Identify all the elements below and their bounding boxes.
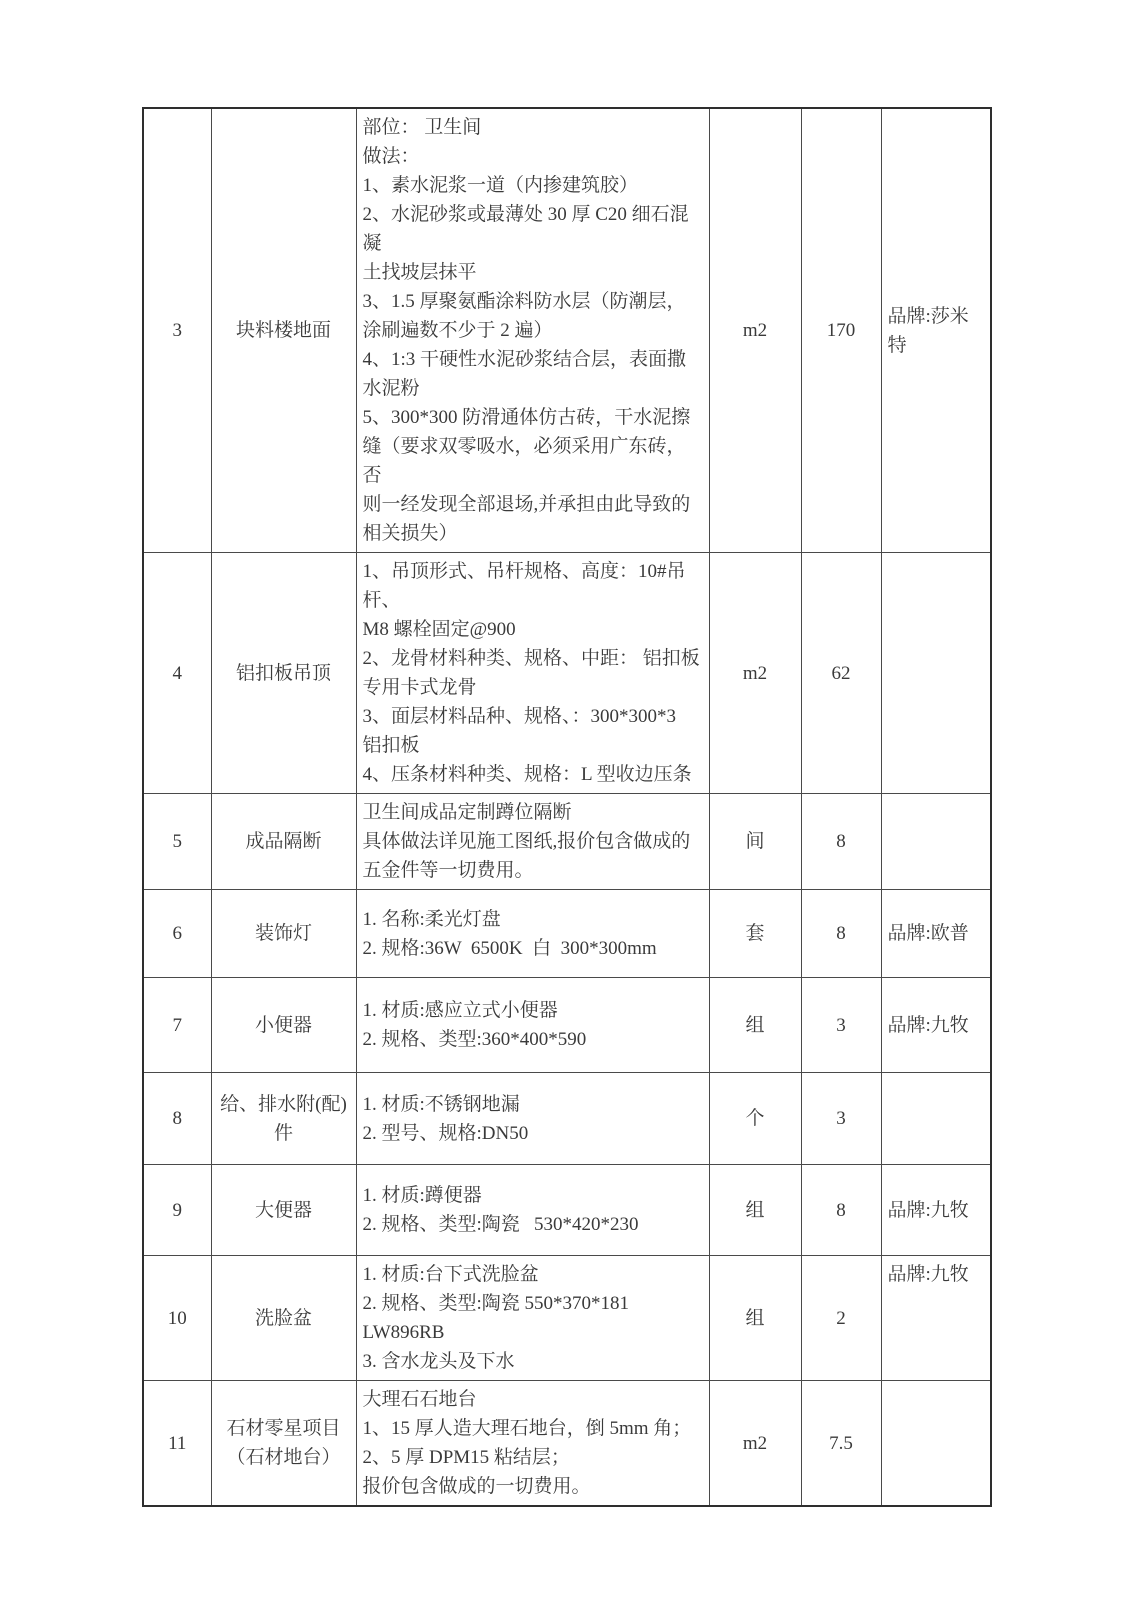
item-name-line: 铝扣板吊顶: [235, 662, 331, 684]
description-line: LW896RB: [362, 1322, 445, 1343]
quantity-cell: 3: [801, 1073, 881, 1165]
quantity-cell: 3: [801, 978, 881, 1073]
description-line: 1. 材质:感应立式小便器: [362, 1000, 558, 1021]
row-serial-cell: 5: [143, 794, 211, 890]
table-row: [143, 108, 991, 553]
table-row: [143, 794, 991, 890]
item-name-line: 块料楼地面: [235, 320, 331, 341]
description-line: 4、压条材料种类、规格：L 型收边压条: [362, 764, 692, 785]
description-line: 2. 型号、规格:DN50: [362, 1122, 529, 1144]
unit-cell: m2: [709, 108, 801, 553]
description-line: 2. 规格、类型:360*400*590: [362, 1029, 587, 1050]
description-line: 5、300*300 防滑通体仿古砖，干水泥擦: [362, 407, 691, 428]
item-name-cell: [211, 1073, 356, 1165]
description-line: 2. 规格、类型:陶瓷 550*370*181: [362, 1293, 630, 1314]
description-line: 1、素水泥浆一道（内掺建筑胶）: [362, 175, 639, 196]
item-name-cell: [211, 1381, 356, 1507]
item-description-cell: [356, 1165, 709, 1256]
row-serial-cell: 9: [143, 1165, 211, 1256]
unit-cell: 组: [709, 1256, 801, 1381]
description-line: 铝扣板: [362, 735, 420, 756]
item-description-cell: [356, 1381, 709, 1507]
item-name-cell: [211, 1256, 356, 1381]
description-line: 做法：: [362, 146, 420, 167]
row-serial-cell: 4: [143, 553, 211, 794]
item-name-cell: [211, 890, 356, 978]
item-name-line: （石材地台）: [226, 1447, 341, 1468]
description-line: 2、5 厚 DPM15 粘结层；: [362, 1447, 570, 1468]
table-row: [143, 553, 991, 794]
description-line: 1、15 厚人造大理石地台，倒 5mm 角；: [362, 1418, 692, 1439]
item-name-line: 大便器: [254, 1199, 312, 1221]
item-name-cell: [211, 1165, 356, 1256]
table-row: [143, 1256, 991, 1381]
brand-cell: 品牌:九牧: [881, 1165, 991, 1256]
quantity-cell: 7.5: [801, 1381, 881, 1507]
description-line: 1、吊顶形式、吊杆规格、高度：10#吊杆、: [362, 561, 686, 611]
table-row: [143, 1073, 991, 1165]
description-line: 专用卡式龙骨: [362, 677, 477, 698]
item-description-cell: [356, 890, 709, 978]
description-line: 4、1:3 干硬性水泥砂浆结合层，表面撒: [362, 349, 687, 370]
description-line: 1. 材质:不锈钢地漏: [362, 1093, 520, 1115]
description-line: 土找坡层抹平: [362, 262, 477, 283]
brand-cell: 品牌:九牧: [881, 1256, 991, 1381]
item-name-line: 给、排水附(配): [220, 1093, 347, 1115]
description-line: 涂刷遍数不少于 2 遍）: [362, 320, 553, 341]
boq-table: [142, 107, 992, 1507]
description-line: 2. 规格:36W 6500K 白 300*300mm: [362, 937, 657, 959]
unit-cell: m2: [709, 1381, 801, 1507]
brand-cell: [881, 553, 991, 794]
row-serial-cell: 10: [143, 1256, 211, 1381]
item-description-cell: [356, 1073, 709, 1165]
item-name-line: 石材零星项目: [226, 1418, 341, 1439]
item-name-cell: [211, 553, 356, 794]
row-serial-cell: 8: [143, 1073, 211, 1165]
item-description-cell: [356, 108, 709, 553]
quantity-cell: 8: [801, 1165, 881, 1256]
item-name-line: 小便器: [254, 1014, 312, 1036]
item-name-cell: [211, 794, 356, 890]
description-line: 1. 材质:蹲便器: [362, 1185, 482, 1206]
table-row: [143, 890, 991, 978]
unit-cell: 组: [709, 978, 801, 1073]
description-line: 相关损失）: [362, 523, 458, 544]
description-line: 3. 含水龙头及下水: [362, 1351, 515, 1372]
item-description-cell: [356, 1256, 709, 1381]
item-name-line: 件: [273, 1122, 293, 1144]
quantity-cell: 2: [801, 1256, 881, 1381]
brand-cell: 品牌:莎米特: [881, 108, 991, 553]
unit-cell: 间: [709, 794, 801, 890]
item-description-cell: [356, 553, 709, 794]
description-line: 2、水泥砂浆或最薄处 30 厚 C20 细石混凝: [362, 204, 689, 254]
unit-cell: 套: [709, 890, 801, 978]
description-line: 2. 规格、类型:陶瓷 530*420*230: [362, 1214, 639, 1235]
description-line: 则一经发现全部退场,并承担由此导致的: [362, 494, 691, 515]
description-line: 1. 材质:台下式洗脸盆: [362, 1264, 539, 1285]
item-name-line: 洗脸盆: [254, 1307, 312, 1329]
brand-cell: [881, 1381, 991, 1507]
description-line: M8 螺栓固定@900: [362, 619, 516, 640]
description-line: 卫生间成品定制蹲位隔断: [362, 802, 572, 823]
quantity-cell: 8: [801, 890, 881, 978]
description-line: 2、龙骨材料种类、规格、中距： 铝扣板: [362, 648, 700, 669]
description-line: 大理石石地台: [362, 1389, 477, 1410]
item-name-cell: [211, 978, 356, 1073]
row-serial-cell: 3: [143, 108, 211, 553]
unit-cell: 组: [709, 1165, 801, 1256]
item-name-line: 装饰灯: [254, 923, 312, 944]
description-line: 具体做法详见施工图纸,报价包含做成的: [362, 831, 691, 852]
description-line: 1. 名称:柔光灯盘: [362, 908, 501, 930]
table-row: [143, 978, 991, 1073]
item-description-cell: [356, 978, 709, 1073]
quantity-cell: 62: [801, 553, 881, 794]
description-line: 五金件等一切费用。: [362, 860, 534, 881]
brand-cell: 品牌:九牧: [881, 978, 991, 1073]
brand-cell: [881, 794, 991, 890]
table-row: [143, 1165, 991, 1256]
description-line: 报价包含做成的一切费用。: [362, 1476, 591, 1497]
table-row: [143, 1381, 991, 1507]
brand-cell: [881, 1073, 991, 1165]
unit-cell: 个: [709, 1073, 801, 1165]
unit-cell: m2: [709, 553, 801, 794]
item-name-cell: [211, 108, 356, 553]
description-line: 3、1.5 厚聚氨酯涂料防水层（防潮层，: [362, 291, 686, 312]
description-line: 水泥粉: [362, 378, 420, 399]
quantity-cell: 8: [801, 794, 881, 890]
quantity-cell: 170: [801, 108, 881, 553]
description-line: 3、面层材料品种、规格、：300*300*3: [362, 706, 677, 727]
brand-cell: 品牌:欧普: [881, 890, 991, 978]
description-line: 缝（要求双零吸水，必须采用广东砖，否: [362, 436, 686, 486]
item-description-cell: [356, 794, 709, 890]
row-serial-cell: 7: [143, 978, 211, 1073]
row-serial-cell: 6: [143, 890, 211, 978]
boq-table-body: [143, 108, 991, 1506]
description-line: 部位： 卫生间: [362, 117, 482, 138]
row-serial-cell: 11: [143, 1381, 211, 1507]
item-name-line: 成品隔断: [245, 831, 322, 852]
